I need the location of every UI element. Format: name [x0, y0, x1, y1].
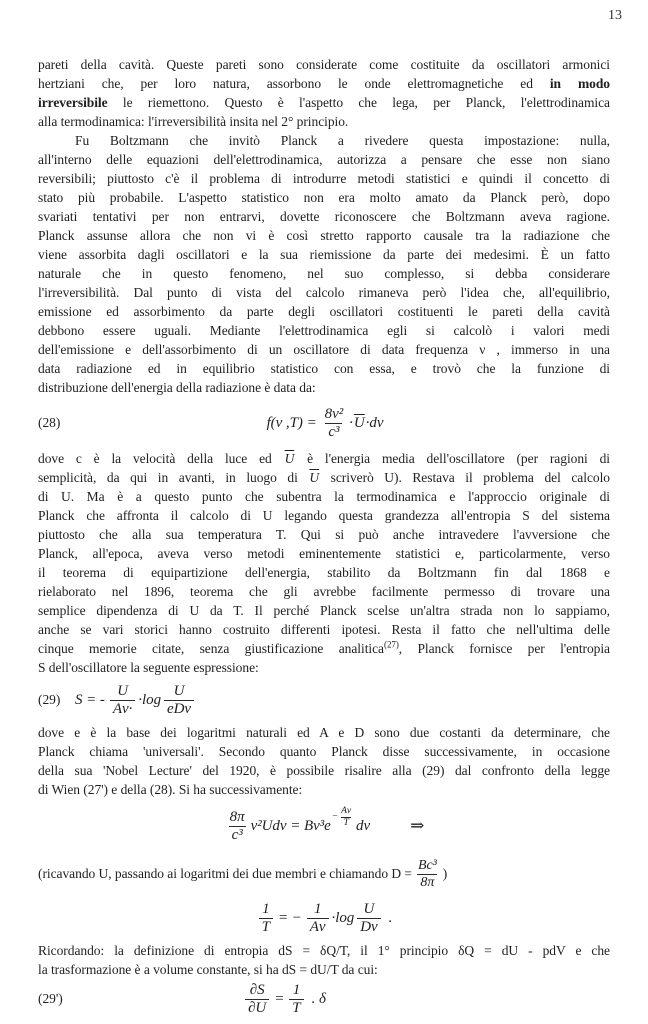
paragraph-ricordando [38, 941, 610, 979]
bold-text: irreversibile [38, 95, 108, 110]
text-line: data radiazione ed in equilibrio statistico con essa, e trovò che la funzione di [38, 361, 610, 376]
fraction [259, 901, 273, 934]
text-line: svariati tentativi per non entrarvi, dovette riconoscere che Boltzmann aveva ragione. [38, 209, 610, 224]
numerator: 1 [292, 982, 301, 999]
numerator: 1 [262, 901, 270, 918]
fraction [227, 809, 248, 842]
text-line: Planck assunse allora che non vi è così stretto rapporto causale tra la radiazione che [38, 228, 610, 243]
text-line: reversibili; piuttosto c'è il problema di introdurre metodi statistici e quindi il concetto di [38, 171, 610, 186]
text-line: pareti della cavità. Queste pareti sono considerate come costituite da oscillatori armonici [38, 57, 610, 72]
text-line [38, 468, 610, 487]
text-segment: le riemettono. Questo è l'aspetto che lega, per Planck, l'elettrodinamica [107, 95, 610, 110]
text-line: naturale che in questo fenomeno, nel suo complesso, si debba considerare [38, 266, 610, 281]
equation-29-prime [38, 979, 610, 1019]
text-line: alla termodinamica: l'irreversibilità insita nel 2° principio. [38, 114, 349, 129]
equation-inverse-T [38, 895, 610, 941]
equation-segment: dν [356, 817, 371, 834]
equation-lhs: f(ν ,T) = [266, 414, 317, 431]
equals-sign: = [274, 990, 285, 1007]
multiplication-dot: · [349, 414, 353, 431]
overline-U: $\overline{U}$ [309, 470, 320, 485]
text-segment: ) [442, 866, 448, 881]
numerator: Aν [341, 806, 352, 817]
text-line: dell'emissione e dell'assorbimento di un oscillatore di data frequenza ν , immerso in una [38, 342, 610, 357]
fraction [245, 982, 269, 1015]
fraction [322, 406, 347, 439]
denominator: eDν [164, 700, 194, 717]
paragraph-1 [38, 55, 610, 131]
text-line: viene assorbita dagli oscillatori e la sua riemissione da parte dei medesimi. È un fatto [38, 247, 610, 262]
log-operator: ·log [138, 691, 162, 708]
text-line: di U. Ma è a questo punto che subentra la termodinamica e l'approccio originale di [38, 489, 610, 504]
equals-sign: = − [277, 909, 302, 926]
text-line: distribuzione dell'energia della radiazione è data da: [38, 380, 316, 395]
text-line: semplice dipendenza di U da T. Il perché Planck scelse un'altra strada non lo sappiamo, [38, 603, 610, 618]
denominator: ∂U [245, 999, 269, 1016]
denominator: 8π [417, 874, 437, 890]
denominator: Dν [357, 918, 380, 935]
denominator: Aν [307, 918, 329, 935]
denominator: c³ [229, 826, 246, 843]
text-line: dove e è la base dei logaritmi naturali ed A e D sono due costanti da determinare, che [38, 725, 610, 740]
equation-label: (28) [38, 415, 61, 430]
paragraph-2 [38, 131, 610, 397]
text-line: di Wien (27') e della (28). Si ha successivamente: [38, 782, 303, 797]
equation-lhs: S = - [75, 691, 105, 708]
delta-term: . δ [311, 990, 326, 1007]
equation-28 [38, 397, 610, 449]
text-line [38, 93, 610, 112]
text-line: all'interno delle equazioni dell'elettrodinamica, autorizza a pensare che esse non siano [38, 152, 610, 167]
text-line: Planck che affronta il calcolo di U legando questa grandezza all'entropia S del sistema [38, 508, 610, 523]
numerator: ∂S [249, 982, 265, 999]
text-line: emissione ed assorbimento da parte degli oscillatori costituenti le pareti della cavità [38, 304, 610, 319]
bold-text: in modo [549, 76, 610, 91]
equation-label: (29') [38, 991, 63, 1006]
text-line: Planck chiama 'universali'. Secondo quanto Planck disse successivamente, in occasione [38, 744, 610, 759]
text-segment: hertziani che, per loro natura, assorbono le onde elettromagnetiche ed [38, 76, 550, 91]
numerator: 1 [313, 901, 322, 918]
period: . [388, 909, 393, 926]
text-line [38, 74, 610, 93]
text-line [38, 449, 610, 468]
denominator: T [259, 918, 273, 935]
fraction [110, 683, 135, 716]
minus-sign: − [331, 812, 339, 822]
fraction [307, 901, 329, 934]
denominator: Aν· [110, 700, 135, 717]
page-number: 13 [608, 8, 622, 23]
document-body [38, 55, 610, 1019]
text-line: rielaborato nel 1896, teorema che gli avrebbe facilmente permesso di trovare una [38, 584, 610, 599]
text-line: l'irreversibilità. Dal punto di vista del calcolo rimaneva però l'idea che, all'equilibrio, [38, 285, 610, 300]
log-operator: ·log [331, 909, 355, 926]
ricavando-line [38, 853, 610, 895]
fraction [415, 858, 440, 889]
text-line: Planck, all'epoca, aveva verso metodi eminentemente statistici e, particolarmente, verso [38, 546, 610, 561]
paragraph-4 [38, 723, 610, 799]
text-line: la trasformazione è a volume constante, si ha dS = dU/T da cui: [38, 962, 378, 977]
text-line: Fu Boltzmann che invitò Planck a rivedere questa impostazione: nulla, [75, 133, 610, 148]
numerator: U [363, 901, 375, 918]
text-line: S dell'oscillatore la seguente espressione: [38, 660, 259, 675]
equation-wien [38, 799, 610, 853]
fraction [289, 982, 303, 1015]
text-segment: dove c è la velocità della luce ed [38, 451, 284, 466]
paragraph-3 [38, 449, 610, 677]
text-line: debbono essere uguali. Mediante l'elettrodinamica egli si calcolò i valori medi [38, 323, 610, 338]
numerator: Bc³ [417, 858, 437, 874]
equation-tail: ·dν [365, 414, 384, 431]
text-segment: cinque memorie citate, senza giustificazione analitica [38, 641, 384, 656]
overline-U: $\overline{U}$ [353, 414, 365, 431]
numerator: 8π [229, 809, 245, 826]
text-line [38, 639, 610, 658]
superscript-footnote-27: (27) [384, 639, 399, 650]
text-segment: è l'energia media dell'oscillatore (per ragioni di [295, 451, 610, 466]
text-segment: semplicità, da qui in avanti, in luogo di [38, 470, 309, 485]
text-segment: , Planck fornisce per l'entropia [398, 641, 610, 656]
text-line: il teorema di equipartizione dell'energia, stabilito da Boltzmann fin dal 1868 e [38, 565, 610, 580]
text-line: piuttosto che alla sua temperatura T. Qui si può anche intravedere l'avversione che [38, 527, 610, 542]
text-line: Ricordando: la definizione di entropia dS = δQ/T, il 1° principio δQ = dU - pdV e che [38, 943, 610, 958]
text-line: anche se vari storici hanno costruito differenti ipotesi. Resta il fatto che nell'ultima delle [38, 622, 610, 637]
implies-arrow-icon: ⇒ [410, 816, 425, 835]
denominator: c³ [325, 423, 342, 440]
equation-29 [38, 677, 610, 723]
text-line: stato più probabile. L'aspetto statistico non era molto amato da Planck però, dopo [38, 190, 610, 205]
denominator: T [289, 999, 303, 1016]
fraction [164, 683, 194, 716]
text-segment: scriverò U). Restava il problema del calcolo [320, 470, 610, 485]
text-line: della sua 'Nobel Lecture' del 1920, è possibile risalire alla (29) dal confronto della legge [38, 763, 610, 778]
numerator: 8ν² [324, 406, 344, 423]
equation-label: (29) [38, 692, 61, 707]
exponent [332, 806, 354, 828]
equation-segment: ν²Udν = Bν³e [250, 817, 331, 834]
fraction [357, 901, 380, 934]
fraction [339, 806, 353, 828]
denominator: T [343, 817, 349, 828]
text-segment: (ricavando U, passando ai logaritmi dei due membri e chiamando D = [38, 866, 412, 881]
overline-U: $\overline{U}$ [284, 451, 295, 466]
numerator: U [117, 683, 128, 700]
numerator: U [173, 683, 185, 700]
